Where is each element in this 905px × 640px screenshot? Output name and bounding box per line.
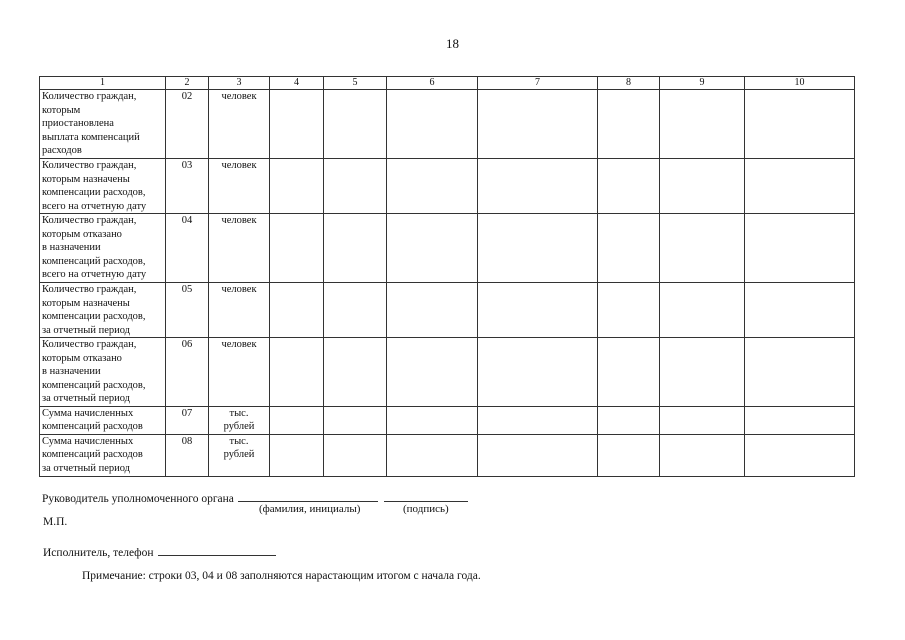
empty-cell-col-5 bbox=[324, 406, 387, 434]
row-unit-line: человек bbox=[221, 160, 257, 171]
header-row bbox=[40, 77, 855, 90]
empty-cell-col-10 bbox=[745, 90, 855, 159]
row-label-line: в назначении bbox=[42, 242, 101, 253]
row-label-line: которым отказано bbox=[42, 228, 122, 240]
row-code: 03 bbox=[166, 159, 209, 214]
table-row bbox=[40, 406, 855, 434]
sign-hint: (подпись) bbox=[403, 503, 449, 515]
column-header-8: 8 bbox=[598, 77, 660, 90]
empty-cell-col-8 bbox=[598, 214, 660, 283]
empty-cell-col-4 bbox=[270, 283, 324, 338]
empty-cell-col-9 bbox=[660, 434, 745, 476]
column-header-2: 2 bbox=[166, 77, 209, 90]
row-unit bbox=[209, 406, 270, 434]
row-code: 05 bbox=[166, 283, 209, 338]
row-unit-line: тыс. bbox=[229, 407, 249, 419]
row-label-line: Количество граждан, bbox=[42, 339, 137, 350]
row-label-line: расходов bbox=[42, 145, 82, 156]
column-header-4: 4 bbox=[270, 77, 324, 90]
row-label-line: за отчетный период bbox=[42, 462, 131, 474]
column-header-7: 7 bbox=[478, 77, 598, 90]
row-unit bbox=[209, 283, 270, 338]
column-header-3: 3 bbox=[209, 77, 270, 90]
row-unit bbox=[209, 214, 270, 283]
column-header-5: 5 bbox=[324, 77, 387, 90]
empty-cell-col-10 bbox=[745, 338, 855, 407]
empty-cell-col-7 bbox=[478, 159, 598, 214]
empty-cell-col-9 bbox=[660, 338, 745, 407]
row-label-line: приостановлена bbox=[42, 118, 114, 129]
empty-cell-col-6 bbox=[387, 406, 478, 434]
empty-cell-col-10 bbox=[745, 214, 855, 283]
row-code: 07 bbox=[166, 406, 209, 434]
row-label-line: которым отказано bbox=[42, 352, 122, 364]
column-header-1: 1 bbox=[40, 77, 166, 90]
name-line bbox=[238, 489, 378, 502]
executor-block bbox=[43, 543, 276, 559]
table-row bbox=[40, 159, 855, 214]
empty-cell-col-9 bbox=[660, 90, 745, 159]
row-label bbox=[40, 283, 166, 338]
row-label-line: компенсаций расходов, bbox=[42, 255, 146, 267]
empty-cell-col-5 bbox=[324, 338, 387, 407]
name-hint: (фамилия, инициалы) bbox=[259, 503, 361, 515]
sign-line bbox=[384, 489, 468, 502]
empty-cell-col-9 bbox=[660, 214, 745, 283]
table-row bbox=[40, 214, 855, 283]
empty-cell-col-10 bbox=[745, 434, 855, 476]
empty-cell-col-7 bbox=[478, 338, 598, 407]
empty-cell-col-9 bbox=[660, 406, 745, 434]
row-label-line: которым назначены bbox=[42, 297, 130, 309]
row-label bbox=[40, 434, 166, 476]
table-row bbox=[40, 90, 855, 159]
empty-cell-col-8 bbox=[598, 338, 660, 407]
table-row bbox=[40, 338, 855, 407]
empty-cell-col-7 bbox=[478, 406, 598, 434]
row-label-line: за отчетный период bbox=[42, 393, 131, 404]
empty-cell-col-7 bbox=[478, 214, 598, 283]
row-unit bbox=[209, 434, 270, 476]
empty-cell-col-5 bbox=[324, 90, 387, 159]
empty-cell-col-8 bbox=[598, 434, 660, 476]
empty-cell-col-8 bbox=[598, 159, 660, 214]
row-label-line: Количество граждан, bbox=[42, 284, 137, 295]
empty-cell-col-6 bbox=[387, 90, 478, 159]
row-label bbox=[40, 338, 166, 407]
empty-cell-col-6 bbox=[387, 159, 478, 214]
column-header-9: 9 bbox=[660, 77, 745, 90]
row-label-line: выплата компенсаций bbox=[42, 131, 140, 143]
row-label-line: которым bbox=[42, 104, 81, 116]
empty-cell-col-6 bbox=[387, 434, 478, 476]
empty-cell-col-4 bbox=[270, 434, 324, 476]
row-unit-line: рублей bbox=[223, 449, 255, 460]
row-unit bbox=[209, 90, 270, 159]
row-label bbox=[40, 406, 166, 434]
empty-cell-col-8 bbox=[598, 283, 660, 338]
row-unit-line: человек bbox=[221, 339, 257, 350]
empty-cell-col-10 bbox=[745, 283, 855, 338]
row-label bbox=[40, 214, 166, 283]
table-body bbox=[40, 90, 855, 477]
column-header-10: 10 bbox=[745, 77, 855, 90]
empty-cell-col-10 bbox=[745, 406, 855, 434]
row-unit-line: человек bbox=[221, 215, 257, 226]
stamp-place: М.П. bbox=[43, 516, 68, 528]
row-label bbox=[40, 159, 166, 214]
empty-cell-col-10 bbox=[745, 159, 855, 214]
executor-line bbox=[158, 543, 276, 556]
empty-cell-col-4 bbox=[270, 338, 324, 407]
row-code: 02 bbox=[166, 90, 209, 159]
empty-cell-col-6 bbox=[387, 283, 478, 338]
row-label bbox=[40, 90, 166, 159]
empty-cell-col-6 bbox=[387, 214, 478, 283]
row-label-line: компенсации расходов, bbox=[42, 187, 146, 198]
empty-cell-col-5 bbox=[324, 214, 387, 283]
empty-cell-col-8 bbox=[598, 406, 660, 434]
empty-cell-col-4 bbox=[270, 159, 324, 214]
row-label-line: Количество граждан, bbox=[42, 160, 137, 171]
empty-cell-col-7 bbox=[478, 90, 598, 159]
footnote: Примечание: строки 03, 04 и 08 заполняются нарастающим итогом с начала года. bbox=[82, 570, 481, 582]
row-code: 04 bbox=[166, 214, 209, 283]
empty-cell-col-4 bbox=[270, 214, 324, 283]
empty-cell-col-4 bbox=[270, 406, 324, 434]
row-label-line: компенсаций расходов, bbox=[42, 379, 146, 391]
executor-label: Исполнитель, телефон bbox=[43, 547, 154, 559]
row-unit-line: рублей bbox=[223, 421, 255, 432]
row-code: 08 bbox=[166, 434, 209, 476]
row-unit-line: тыс. bbox=[229, 435, 249, 447]
row-label-line: которым назначены bbox=[42, 173, 130, 185]
empty-cell-col-6 bbox=[387, 338, 478, 407]
row-label-line: компенсаций расходов bbox=[42, 421, 143, 432]
row-label-line: Количество граждан, bbox=[42, 215, 137, 226]
row-label-line: всего на отчетную дату bbox=[42, 269, 147, 280]
row-unit bbox=[209, 338, 270, 407]
table-row bbox=[40, 283, 855, 338]
page-number: 18 bbox=[446, 36, 459, 51]
empty-cell-col-7 bbox=[478, 283, 598, 338]
column-header-6: 6 bbox=[387, 77, 478, 90]
row-label-line: компенсации расходов, bbox=[42, 311, 146, 322]
row-label-line: компенсаций расходов bbox=[42, 449, 143, 460]
empty-cell-col-4 bbox=[270, 90, 324, 159]
row-label-line: Сумма начисленных bbox=[42, 407, 134, 419]
row-unit-line: человек bbox=[221, 284, 257, 295]
row-label-line: всего на отчетную дату bbox=[42, 200, 147, 212]
empty-cell-col-7 bbox=[478, 434, 598, 476]
empty-cell-col-9 bbox=[660, 159, 745, 214]
row-label-line: за отчетный период bbox=[42, 324, 131, 336]
row-label-line: Сумма начисленных bbox=[42, 435, 134, 447]
signature-label: Руководитель уполномоченного органа bbox=[42, 493, 234, 505]
row-label-line: в назначении bbox=[42, 366, 101, 377]
report-table bbox=[39, 76, 855, 477]
row-code: 06 bbox=[166, 338, 209, 407]
empty-cell-col-9 bbox=[660, 283, 745, 338]
table-row bbox=[40, 434, 855, 476]
row-unit bbox=[209, 159, 270, 214]
empty-cell-col-5 bbox=[324, 283, 387, 338]
row-unit-line: человек bbox=[221, 91, 257, 102]
empty-cell-col-8 bbox=[598, 90, 660, 159]
empty-cell-col-5 bbox=[324, 159, 387, 214]
row-label-line: Количество граждан, bbox=[42, 91, 137, 102]
empty-cell-col-5 bbox=[324, 434, 387, 476]
